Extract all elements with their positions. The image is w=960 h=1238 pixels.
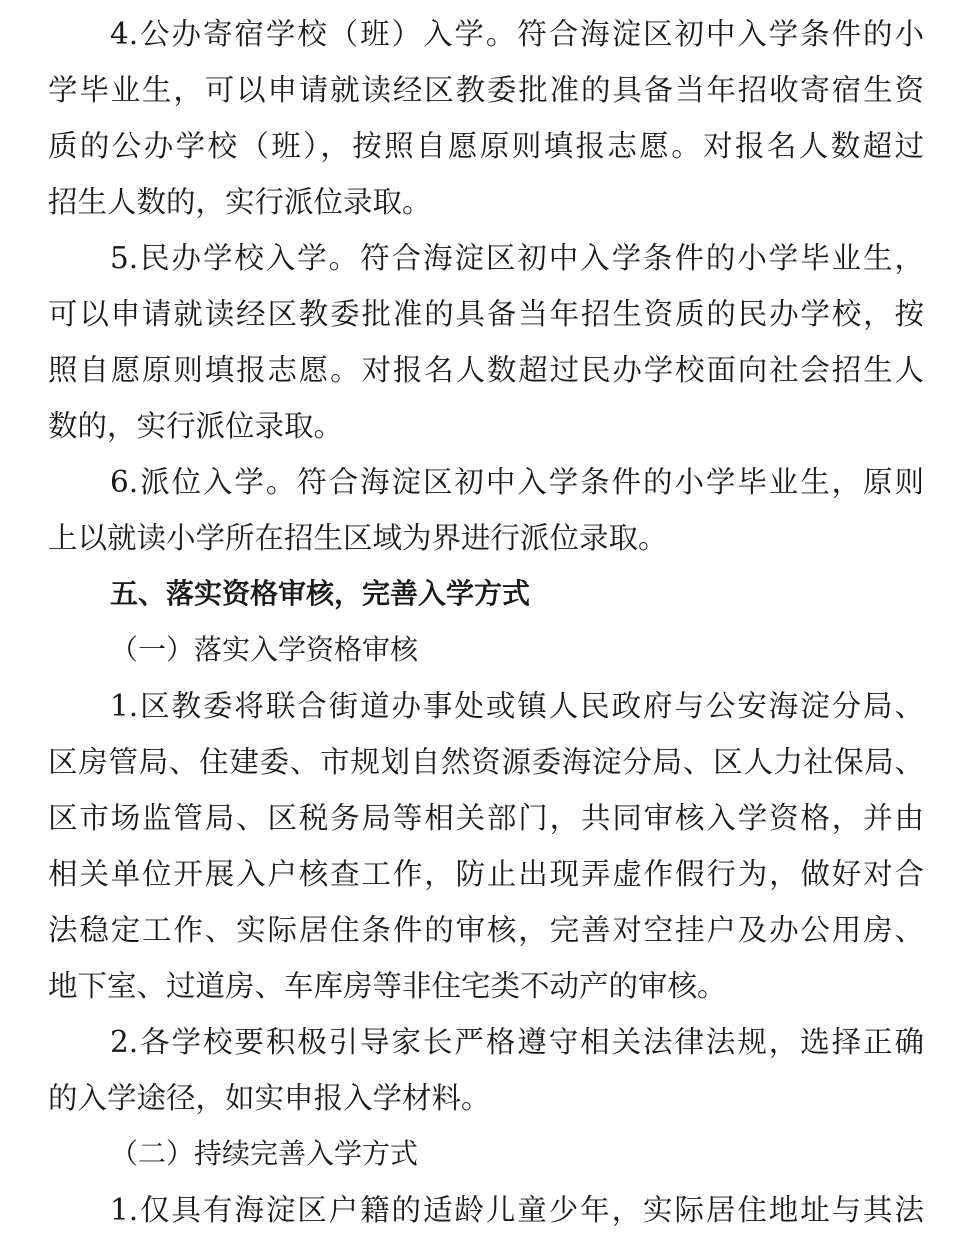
paragraph-line: 4.公办寄宿学校（班）入学。符合海淀区初中入学条件的小 — [110, 17, 924, 51]
paragraph-line: 区市场监管局、区税务局等相关部门，共同审核入学资格，并由 — [48, 801, 924, 835]
paragraph-line: 区房管局、住建委、市规划自然资源委海淀分局、区人力社保局、 — [48, 745, 924, 779]
paragraph-line: 上以就读小学所在招生区域为界进行派位录取。 — [48, 521, 668, 555]
paragraph-line: 2.各学校要积极引导家长严格遵守相关法律法规，选择正确 — [110, 1025, 924, 1059]
subsection-heading: （一）落实入学资格审核 — [110, 633, 419, 666]
paragraph-line: 6.派位入学。符合海淀区初中入学条件的小学毕业生，原则 — [110, 465, 924, 499]
document-page — [48, 6, 924, 1238]
paragraph-line: 1.仅具有海淀区户籍的适龄儿童少年，实际居住地址与其法 — [110, 1193, 924, 1227]
paragraph-line: 1.区教委将联合街道办事处或镇人民政府与公安海淀分局、 — [110, 689, 924, 723]
paragraph-line: 质的公办学校（班），按照自愿原则填报志愿。对报名人数超过 — [48, 129, 924, 163]
section-heading: 五、落实资格审核，完善入学方式 — [110, 577, 531, 610]
item-1-1 — [48, 678, 924, 1014]
paragraph-line: 学毕业生，可以申请就读经区教委批准的具备当年招收寄宿生资 — [48, 73, 924, 107]
paragraph-line: 地下室、过道房、车库房等非住宅类不动产的审核。 — [48, 969, 727, 1003]
paragraph-6 — [48, 454, 924, 566]
paragraph-line: 照自愿原则填报志愿。对报名人数超过民办学校面向社会招生人 — [48, 353, 924, 387]
paragraph-line: 数的，实行派位录取。 — [48, 409, 344, 443]
paragraph-line: 的入学途径，如实申报入学材料。 — [48, 1081, 491, 1115]
paragraph-line: 招生人数的，实行派位录取。 — [48, 185, 432, 219]
paragraph-line: 相关单位开展入户核查工作，防止出现弄虚作假行为，做好对合 — [48, 857, 924, 891]
paragraph-line: 可以申请就读经区教委批准的具备当年招生资质的民办学校，按 — [48, 297, 924, 331]
item-1-2 — [48, 1014, 924, 1126]
paragraph-5 — [48, 230, 924, 454]
subsection-heading: （二）持续完善入学方式 — [110, 1137, 419, 1170]
paragraph-line: 5.民办学校入学。符合海淀区初中入学条件的小学毕业生， — [110, 241, 924, 275]
paragraph-4 — [48, 6, 924, 230]
item-2-1 — [48, 1182, 924, 1238]
paragraph-line: 法稳定工作、实际居住条件的审核，完善对空挂户及办公用房、 — [48, 913, 924, 947]
